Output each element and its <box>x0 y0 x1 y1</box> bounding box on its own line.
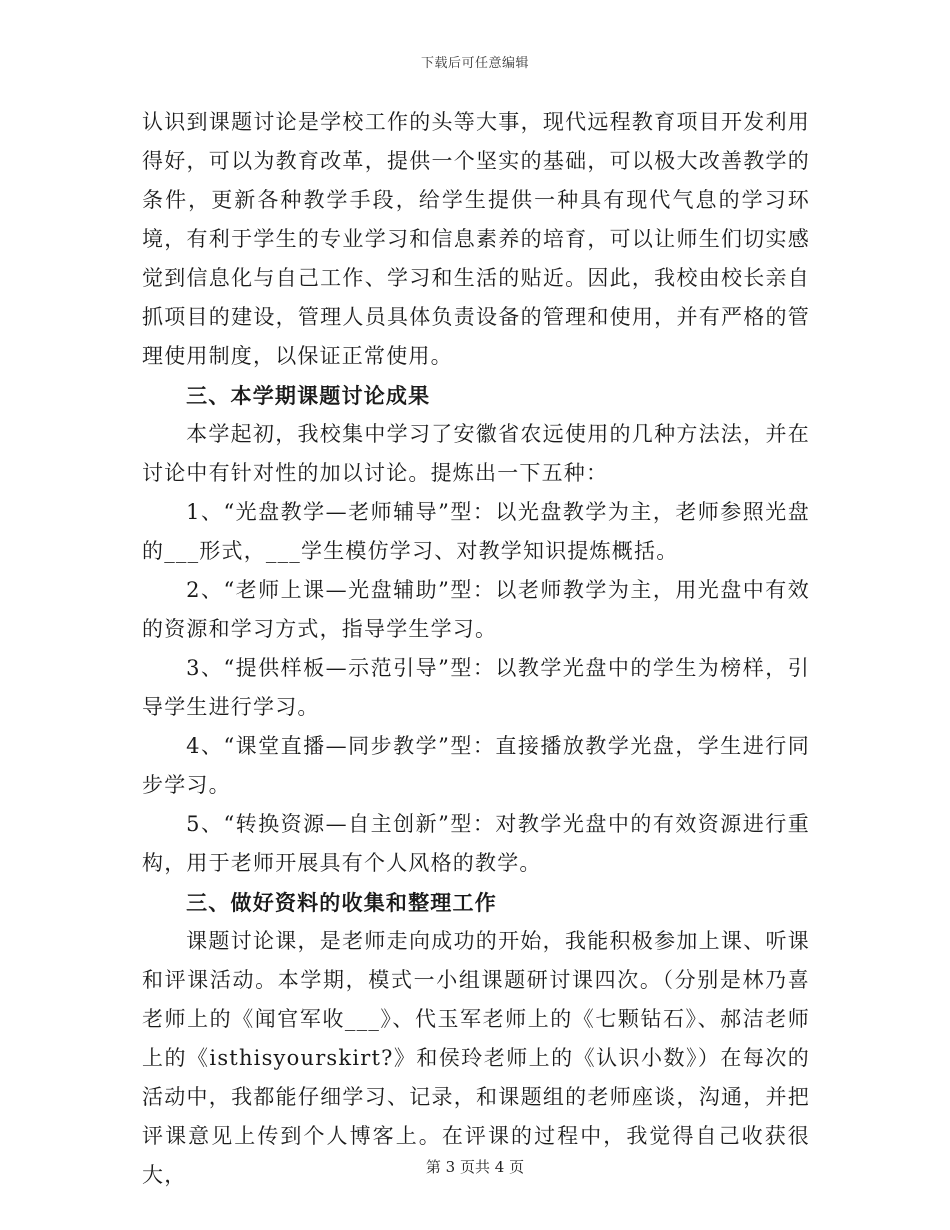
list-item-mode-5: 5、“转换资源—自主创新”型：对教学光盘中的有效资源进行重构，用于老师开展具有个人风格的教学。 <box>142 812 810 875</box>
page-header-note: 下载后可任意编辑 <box>420 56 529 71</box>
document-body <box>142 103 810 1195</box>
paragraph-research-lessons: 课题讨论课，是老师走向成功的开始，我能积极参加上课、听课和评课活动。本学期，模式一小组课题研讨课四次。（分别是林乃喜老师上的《闻官军收___》、代玉军老师上的《七颗钻石》、郝洁老师上的《isthisyourskirt?》和侯玲老师上的《认识小数》）在每次的活动中，我都能仔细学习、记录，和课题组的老师座谈，沟通，并把评课意见上传到个人博客上。在评课的过程中，我觉得自己收获很大， <box>142 929 810 1187</box>
paragraph-intro-continuation: 认识到课题讨论是学校工作的头等大事，现代远程教育项目开发利用得好，可以为教育改革，提供一个坚实的基础，可以极大改善教学的条件，更新各种教学手段，给学生提供一种具有现代气息的学习环境，有利于学生的专业学习和信息素养的培育，可以让师生们切实感觉到信息化与自己工作、学习和生活的贴近。因此，我校由校长亲自抓项目的建设，管理人员具体负责设备的管理和使用，并有严格的管理使用制度，以保证正常使用。 <box>142 110 810 368</box>
list-item-mode-4: 4、“课堂直播—同步教学”型：直接播放教学光盘，学生进行同步学习。 <box>142 734 810 797</box>
list-item-mode-3: 3、“提供样板—示范引导”型：以教学光盘中的学生为榜样，引导学生进行学习。 <box>142 656 810 719</box>
page-number: 第 3 页共 4 页 <box>425 1158 525 1176</box>
list-item-mode-2: 2、“老师上课—光盘辅助”型：以老师教学为主，用光盘中有效的资源和学习方式，指导学生学习。 <box>142 578 810 641</box>
paragraph-results-intro: 本学起初，我校集中学习了安徽省农远使用的几种方法法，并在讨论中有针对性的加以讨论。提炼出一下五种： <box>142 422 810 485</box>
section-heading-results: 三、本学期课题讨论成果 <box>186 383 431 408</box>
section-heading-materials: 三、做好资料的收集和整理工作 <box>186 890 497 915</box>
list-item-mode-1: 1、“光盘教学—老师辅导”型：以光盘教学为主，老师参照光盘的___形式，___学生模仿学习、对教学知识提炼概括。 <box>142 500 810 563</box>
